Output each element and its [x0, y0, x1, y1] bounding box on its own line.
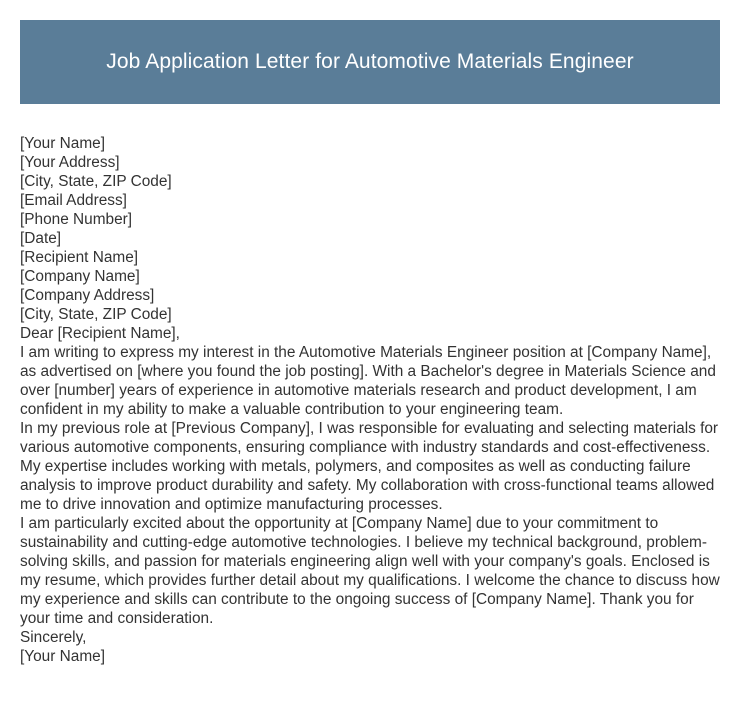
recipient-city-state-zip: [City, State, ZIP Code]	[20, 306, 172, 323]
recipient-address: [Company Address]	[20, 287, 155, 304]
sender-city-state-zip: [City, State, ZIP Code]	[20, 173, 172, 190]
recipient-company: [Company Name]	[20, 268, 140, 285]
sender-email: [Email Address]	[20, 192, 127, 209]
salutation: Dear [Recipient Name],	[20, 325, 180, 342]
body-paragraph-2: In my previous role at [Previous Company], I was responsible for evaluating and selecting materials for various automotive components, ensuring compliance with industry standards and cost-effectiveness. My expertise includes working with metals, polymers, and composites as well as conducting failure analysis to improve product durability and safety. My collaboration with cross-functional teams allowed me to drive innovation and optimize manufacturing processes.	[20, 420, 719, 513]
letter-body	[20, 134, 720, 666]
sender-address: [Your Address]	[20, 154, 120, 171]
closing: Sincerely,	[20, 629, 87, 646]
page-title: Job Application Letter for Automotive Materials Engineer	[106, 50, 634, 73]
sender-phone: [Phone Number]	[20, 211, 133, 228]
recipient-name: [Recipient Name]	[20, 249, 139, 266]
body-paragraph-3: I am particularly excited about the opportunity at [Company Name] due to your commitment to sustainability and cutting-edge automotive technologies. I believe my technical background, problem-solving skills, and passion for materials engineering align well with your company's goals. Enclosed is my resume, which provides further detail about my qualifications. I welcome the chance to discuss how my experience and skills can contribute to the ongoing success of [Company Name]. Thank you for your time and consideration.	[20, 515, 720, 627]
body-paragraph-1: I am writing to express my interest in the Automotive Materials Engineer position at [Company Name], as advertised on [where you found the job posting]. With a Bachelor's degree in Materials Science and over [number] years of experience in automotive materials research and product development, I am confident in my ability to make a valuable contribution to your engineering team.	[20, 344, 716, 418]
signature: [Your Name]	[20, 648, 105, 665]
sender-name: [Your Name]	[20, 135, 105, 152]
letter-date: [Date]	[20, 230, 62, 247]
title-banner	[20, 20, 720, 104]
